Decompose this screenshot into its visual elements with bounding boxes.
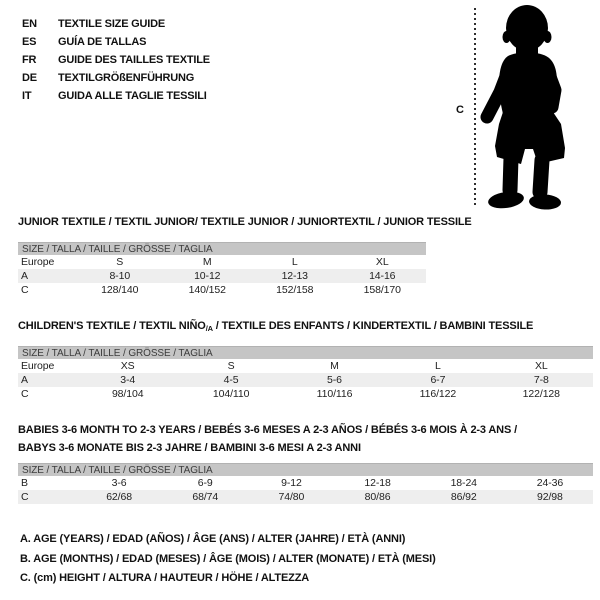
cell: 86/92 — [450, 491, 477, 503]
babies-size-table — [18, 463, 593, 504]
row-label: A — [21, 270, 28, 282]
table-row-height — [18, 283, 426, 297]
language-label: GUÍA DE TALLAS — [58, 36, 147, 48]
legend-line-b: B. AGE (MONTHS) / EDAD (MESES) / ÂGE (MOIS) / ALTER (MONATE) / ETÀ (MESI) — [20, 552, 436, 565]
cell: 110/116 — [316, 388, 353, 400]
row-label: C — [21, 491, 29, 503]
cell: 6-9 — [197, 477, 213, 489]
cell: 10-12 — [194, 270, 221, 282]
row-label: A — [21, 374, 28, 386]
table-row-age — [18, 373, 593, 387]
cell: 152/158 — [276, 284, 314, 296]
size-header-bar: SIZE / TALLA / TAILLE / GRÖSSE / TAGLIA — [18, 242, 426, 255]
language-label: TEXTILE SIZE GUIDE — [58, 18, 166, 30]
cell: 3-6 — [111, 477, 127, 489]
language-row-it — [22, 87, 210, 105]
language-row-es — [22, 33, 210, 51]
legend-line-a: A. AGE (YEARS) / EDAD (AÑOS) / ÂGE (ANS) / ALTER (JAHRE) / ETÀ (ANNI) — [20, 533, 406, 545]
cell: 6-7 — [430, 374, 446, 386]
table-row-europe — [18, 359, 593, 373]
cell: 116/122 — [419, 388, 457, 400]
cell: 14-16 — [369, 270, 396, 282]
cell: 74/80 — [278, 491, 305, 503]
row-label: Europe — [21, 360, 55, 372]
cell: 5-6 — [327, 374, 342, 386]
baby-figure — [440, 0, 600, 215]
cell: XS — [120, 360, 135, 372]
children-size-table — [18, 346, 593, 401]
language-code: DE — [22, 72, 37, 84]
cell: XL — [534, 360, 548, 372]
language-label: GUIDE DES TAILLES TEXTILE — [58, 54, 210, 66]
table-row-height — [18, 490, 593, 504]
cell: 9-12 — [281, 477, 302, 489]
junior-section-title: JUNIOR TEXTILE / TEXTIL JUNIOR/ TEXTILE JUNIOR / JUNIORTEXTIL / JUNIOR TESSILE — [18, 216, 472, 228]
row-label: C — [21, 284, 29, 296]
cell: 3-4 — [120, 374, 136, 386]
row-label: B — [21, 477, 28, 489]
cell: 98/104 — [111, 388, 144, 400]
table-row-months — [18, 476, 593, 490]
cell: 12-13 — [281, 270, 308, 282]
baby-silhouette-icon — [470, 0, 600, 215]
row-label: Europe — [21, 256, 55, 268]
table-row-height — [18, 387, 593, 401]
language-row-fr — [22, 51, 210, 69]
cell: 122/128 — [522, 388, 560, 400]
size-header-bar: SIZE / TALLA / TAILLE / GRÖSSE / TAGLIA — [18, 346, 593, 359]
language-label: GUIDA ALLE TAGLIE TESSILI — [58, 90, 207, 102]
row-label: C — [21, 388, 29, 400]
size-header-bar: SIZE / TALLA / TAILLE / GRÖSSE / TAGLIA — [18, 463, 593, 476]
cell: 24-36 — [536, 477, 564, 489]
cell: 80/86 — [364, 491, 391, 503]
language-label: TEXTILGRÖßENFÜHRUNG — [58, 72, 195, 84]
cell: 18-24 — [450, 477, 477, 489]
cell: 158/170 — [363, 284, 401, 296]
cell: M — [202, 256, 212, 268]
cell: M — [330, 360, 339, 372]
language-row-de — [22, 69, 210, 87]
height-label-c: C — [456, 104, 464, 116]
junior-size-table — [18, 242, 426, 297]
babies-title-line2: BABYS 3-6 MONATE BIS 2-3 JAHRE / BAMBINI 3-6 MESI A 2-3 ANNI — [18, 442, 361, 454]
language-code: FR — [22, 54, 37, 66]
cell: 4-5 — [223, 374, 239, 386]
cell: 7-8 — [533, 374, 549, 386]
cell: XL — [375, 256, 389, 268]
language-code: ES — [22, 36, 37, 48]
children-title-subscript: /A — [205, 324, 213, 333]
cell: 104/110 — [212, 388, 250, 400]
language-list — [22, 15, 210, 105]
children-section-title — [18, 320, 533, 333]
cell: L — [291, 256, 298, 268]
table-row-age — [18, 269, 426, 283]
children-title-text: CHILDREN'S TEXTILE / TEXTIL NIÑO — [18, 320, 206, 332]
language-row-en — [22, 15, 210, 33]
measurement-legend — [20, 530, 436, 589]
table-row-europe — [18, 255, 426, 269]
cell: S — [116, 256, 124, 268]
legend-line-c: C. (cm) HEIGHT / ALTURA / HAUTEUR / HÖHE / ALTEZZA — [20, 572, 310, 584]
cell: 68/74 — [192, 491, 219, 503]
babies-title-line1: BABIES 3-6 MONTH TO 2-3 YEARS / BEBÉS 3-6 MESES A 2-3 AÑOS / BÉBÉS 3-6 MOIS À 2-3 ANS / — [18, 424, 517, 436]
cell: 128/140 — [101, 284, 139, 296]
children-title-text: / TEXTILE DES ENFANTS / KINDERTEXTIL / BAMBINI TESSILE — [212, 320, 534, 332]
cell: 62/68 — [106, 491, 132, 503]
cell: 92/98 — [537, 491, 563, 503]
babies-section-title — [18, 421, 517, 457]
language-code: EN — [22, 18, 37, 30]
cell: S — [227, 360, 235, 372]
cell: 12-18 — [364, 477, 391, 489]
language-code: IT — [22, 90, 32, 102]
cell: 8-10 — [109, 270, 131, 282]
cell: L — [435, 360, 441, 372]
cell: 140/152 — [188, 284, 226, 296]
